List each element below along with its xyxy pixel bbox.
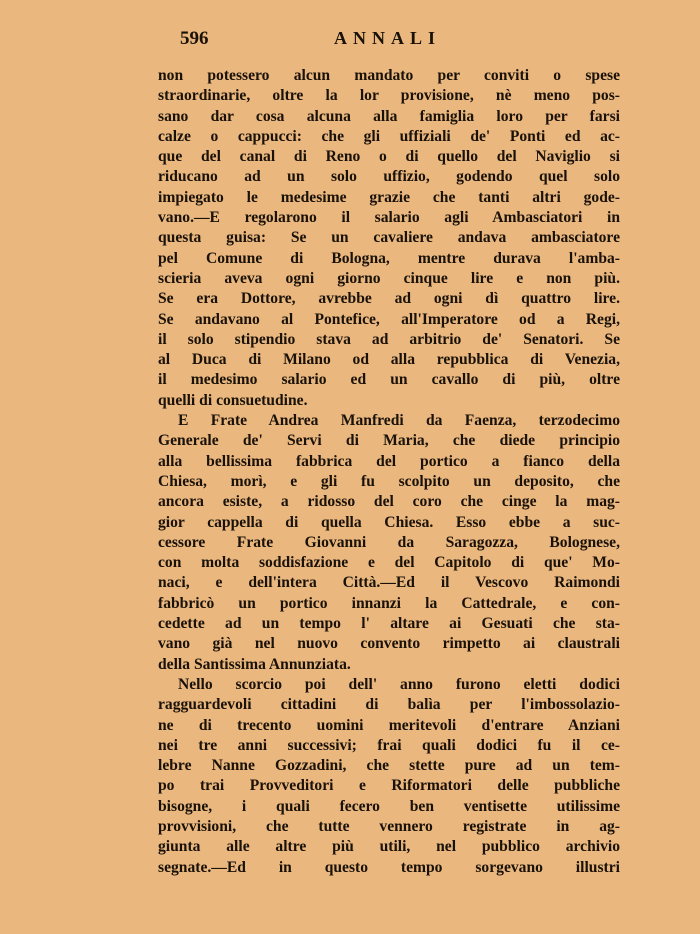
text-line: della Santissima Annunziata. [158,655,351,673]
text-line: straordinarie, oltre la lor provisione, nè meno pos- [158,87,620,105]
text-line: il medesimo salario ed un cavallo di più, oltre [158,371,620,389]
text-line: cedette ad un tempo l' altare ai Gesuati che sta- [158,615,620,633]
text-line: non potessero alcun mandato per conviti o spese [158,67,620,84]
text-line: Chiesa, morì, e gli fu scolpito un deposito, che [158,472,620,490]
body-text [158,66,620,878]
text-line: que del canal di Reno o di quello del Naviglio si [158,148,620,166]
text-line: fabbricò un portico innanzi la Cattedrale, e con- [158,594,620,612]
text-line: segnate.—Ed in questo tempo sorgevano illustri [158,858,620,876]
text-line: pel Comune di Bologna, mentre durava l'amba- [158,249,620,267]
text-line: Nello scorcio poi dell' anno furono eletti dodici [178,675,620,693]
text-line: riducano ad un solo uffizio, godendo quel solo [158,168,620,186]
text-line: alla bellissima fabbrica del portico a fianco della [158,452,620,470]
page-number: 596 [180,28,209,49]
text-line: il solo stipendio stava ad arbitrio de' Senatori. Se [158,330,620,348]
text-line: ragguardevoli cittadini di balìa per l'imbossolazio- [158,696,620,714]
text-line: gior cappella di quella Chiesa. Esso ebbe a suc- [158,513,620,531]
text-line: ancora esiste, a ridosso del coro che cinge la mag- [158,493,620,511]
text-line: nei tre anni successivi; frai quali dodici fu il ce- [158,736,620,754]
text-line: scieria aveva ogni giorno cinque lire e non più. [158,269,620,287]
text-line: questa guisa: Se un cavaliere andava ambasciatore [158,229,620,247]
text-line: impiegato le medesime grazie che tanti altri gode- [158,188,620,206]
page-header [180,28,620,56]
text-line: quelli di consuetudine. [158,391,308,409]
text-line: lebre Nanne Gozzadini, che stette pure ad un tem- [158,757,620,775]
text-line: vano.—E regolarono il salario agli Ambasciatori in [158,209,620,227]
text-line: po trai Provveditori e Riformatori delle pubbliche [158,777,620,795]
text-line: naci, e dell'intera Città.—Ed il Vescovo Raimondi [158,574,620,592]
text-line: bisogne, i quali fecero ben ventisette utilissime [158,797,620,815]
text-line: cessore Frate Giovanni da Saragozza, Bolognese, [158,533,620,551]
text-line: ne di trecento uomini meritevoli d'entrare Anziani [158,716,620,734]
text-line: con molta soddisfazione e del Capitolo di que' Mo- [158,554,620,572]
text-line: sano dar cosa alcuna alla famiglia loro per farsi [158,107,620,125]
text-line: E Frate Andrea Manfredi da Faenza, terzodecimo [178,412,620,430]
text-line: vano già nel nuovo convento rimpetto ai claustrali [158,635,620,653]
text-line: al Duca di Milano od alla repubblica di Venezia, [158,351,620,369]
text-line: giunta alle altre più utili, nel pubblico archivio [158,838,620,856]
text-line: Se era Dottore, avrebbe ad ogni dì quattro lire. [158,290,620,308]
text-line: Generale de' Servi di Maria, che diede principio [158,432,620,450]
text-line: Se andavano al Pontefice, all'Imperatore od a Regi, [158,310,620,328]
text-line: calze o cappucci: che gli uffiziali de' Ponti ed ac- [158,127,620,145]
running-head: ANNALI [334,28,442,48]
text-line: provvisioni, che tutte vennero registrate in ag- [158,817,620,835]
